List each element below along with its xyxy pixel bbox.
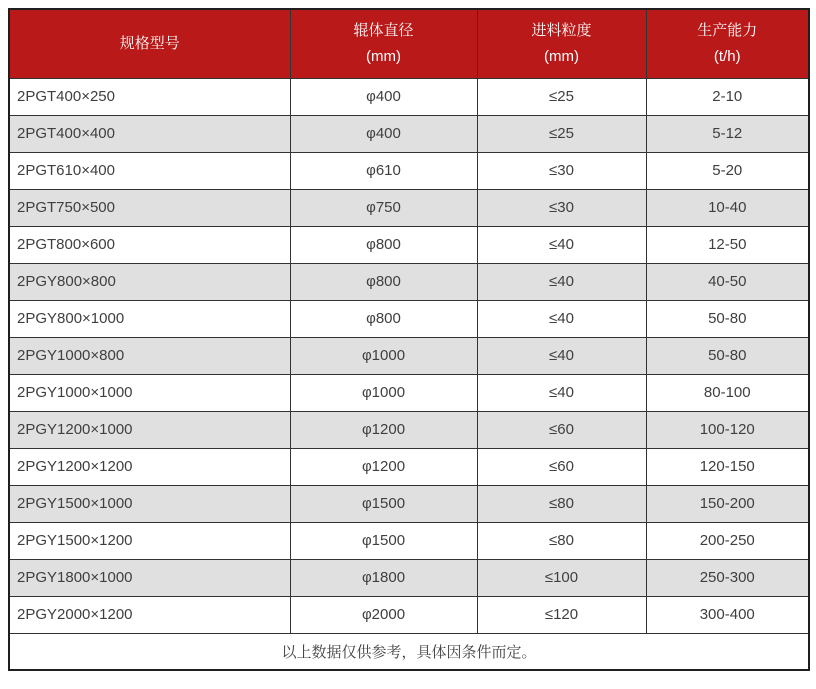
table-row [9,78,809,115]
model-cell: 2PGT400×400 [9,115,290,152]
feed-size-cell: ≤30 [477,152,646,189]
capacity-cell: 80-100 [646,374,809,411]
capacity-cell: 50-80 [646,337,809,374]
roller-diameter-cell: φ1500 [290,485,477,522]
model-cell: 2PGY1500×1000 [9,485,290,522]
footer-note: 以上数据仅供参考，具体因条件而定。 [9,633,809,670]
feed-size-cell: ≤80 [477,522,646,559]
feed-size-cell: ≤120 [477,596,646,633]
roller-diameter-cell: φ1000 [290,374,477,411]
roller-diameter-cell: φ2000 [290,596,477,633]
table-body [9,78,809,633]
capacity-cell: 250-300 [646,559,809,596]
roller-diameter-cell: φ400 [290,115,477,152]
col-header-roller-diameter-label: 辊体直径 [353,21,414,39]
model-cell: 2PGY800×800 [9,263,290,300]
col-header-capacity-unit: (t/h) [713,47,741,65]
model-cell: 2PGT750×500 [9,189,290,226]
table-row [9,596,809,633]
roller-diameter-cell: φ1200 [290,411,477,448]
table-row [9,337,809,374]
model-cell: 2PGY1000×1000 [9,374,290,411]
capacity-cell: 150-200 [646,485,809,522]
capacity-cell: 5-20 [646,152,809,189]
model-cell: 2PGT400×250 [9,78,290,115]
table-row [9,152,809,189]
feed-size-cell: ≤25 [477,78,646,115]
roller-diameter-cell: φ1000 [290,337,477,374]
col-header-feed-size-label: 进料粒度 [531,21,592,39]
roller-diameter-cell: φ750 [290,189,477,226]
capacity-cell: 10-40 [646,189,809,226]
col-header-capacity [646,9,809,78]
model-cell: 2PGY800×1000 [9,300,290,337]
col-header-roller-diameter-unit: (mm) [366,47,401,65]
table-row [9,263,809,300]
model-cell: 2PGY2000×1200 [9,596,290,633]
model-cell: 2PGY1200×1000 [9,411,290,448]
feed-size-cell: ≤60 [477,411,646,448]
capacity-cell: 300-400 [646,596,809,633]
table-row [9,522,809,559]
roller-diameter-cell: φ610 [290,152,477,189]
table-row [9,411,809,448]
feed-size-cell: ≤40 [477,337,646,374]
capacity-cell: 5-12 [646,115,809,152]
feed-size-cell: ≤25 [477,115,646,152]
footer-row [9,633,809,670]
feed-size-cell: ≤60 [477,448,646,485]
table-row [9,559,809,596]
table-row [9,115,809,152]
feed-size-cell: ≤30 [477,189,646,226]
col-header-capacity-label: 生产能力 [697,21,758,39]
capacity-cell: 100-120 [646,411,809,448]
col-header-model [9,9,290,78]
col-header-feed-size [477,9,646,78]
feed-size-cell: ≤80 [477,485,646,522]
roller-diameter-cell: φ800 [290,226,477,263]
table-row [9,485,809,522]
feed-size-cell: ≤40 [477,226,646,263]
feed-size-cell: ≤100 [477,559,646,596]
col-header-roller-diameter [290,9,477,78]
capacity-cell: 12-50 [646,226,809,263]
spec-table [8,8,810,671]
table-row [9,189,809,226]
capacity-cell: 40-50 [646,263,809,300]
feed-size-cell: ≤40 [477,374,646,411]
roller-diameter-cell: φ1200 [290,448,477,485]
table-row [9,448,809,485]
capacity-cell: 50-80 [646,300,809,337]
model-cell: 2PGY1800×1000 [9,559,290,596]
capacity-cell: 200-250 [646,522,809,559]
col-header-model-label: 规格型号 [119,34,180,52]
capacity-cell: 2-10 [646,78,809,115]
roller-diameter-cell: φ400 [290,78,477,115]
table-row [9,374,809,411]
table-row [9,226,809,263]
col-header-feed-size-unit: (mm) [544,47,579,65]
table-row [9,300,809,337]
model-cell: 2PGY1200×1200 [9,448,290,485]
feed-size-cell: ≤40 [477,300,646,337]
model-cell: 2PGY1000×800 [9,337,290,374]
roller-diameter-cell: φ800 [290,263,477,300]
feed-size-cell: ≤40 [477,263,646,300]
model-cell: 2PGT800×600 [9,226,290,263]
header-row [9,9,809,78]
roller-diameter-cell: φ800 [290,300,477,337]
model-cell: 2PGY1500×1200 [9,522,290,559]
roller-diameter-cell: φ1500 [290,522,477,559]
capacity-cell: 120-150 [646,448,809,485]
roller-diameter-cell: φ1800 [290,559,477,596]
model-cell: 2PGT610×400 [9,152,290,189]
